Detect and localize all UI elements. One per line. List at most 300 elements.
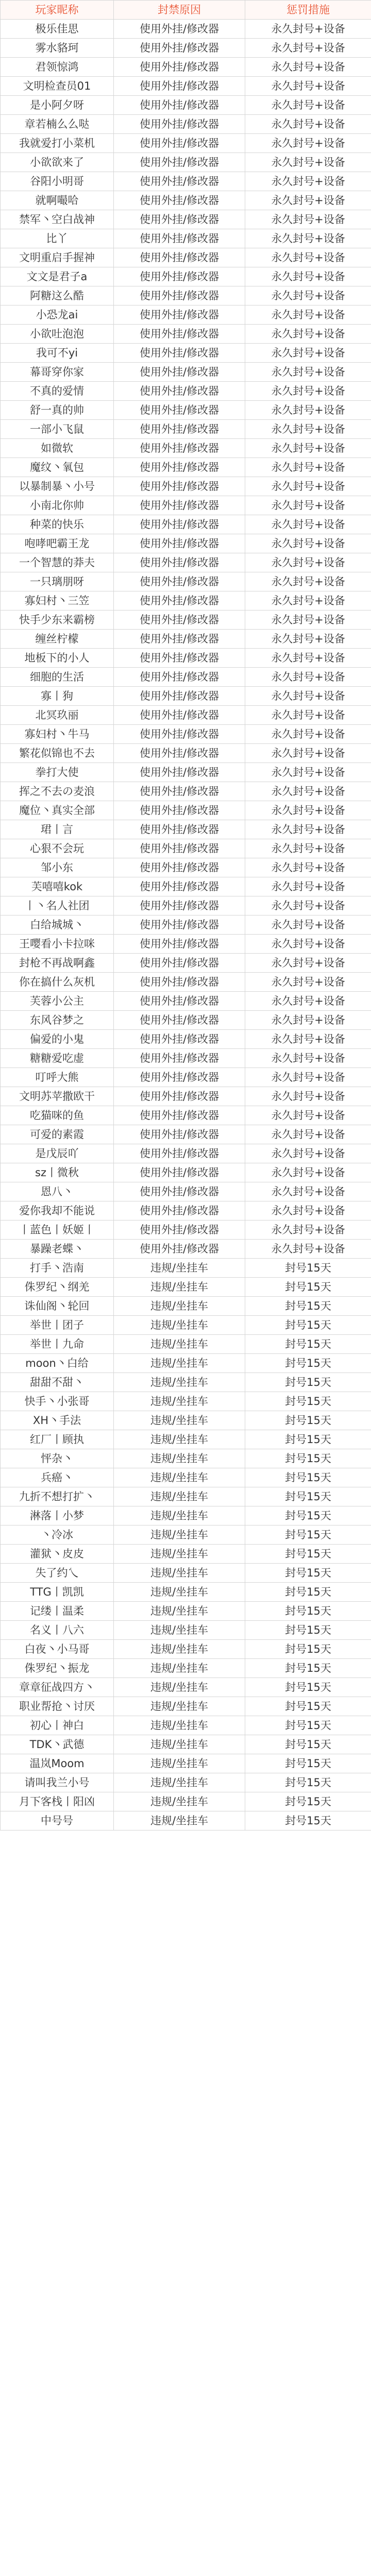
ban-reason-cell: 违规/坐挂车 — [114, 1583, 245, 1602]
ban-reason-cell: 使用外挂/修改器 — [114, 744, 245, 763]
ban-reason-cell: 使用外挂/修改器 — [114, 1011, 245, 1030]
ban-reason-cell: 违规/坐挂车 — [114, 1811, 245, 1831]
player-name-cell: 侏罗纪丶纲羌 — [1, 1278, 114, 1297]
player-name-cell: 文文是君子a — [1, 267, 114, 286]
ban-reason-cell: 使用外挂/修改器 — [114, 248, 245, 267]
table-row — [1, 306, 371, 325]
ban-reason-cell: 使用外挂/修改器 — [114, 496, 245, 515]
player-name-cell: 文明苏苹撒欧干 — [1, 1087, 114, 1106]
table-row — [1, 1811, 371, 1831]
ban-reason-cell: 违规/坐挂车 — [114, 1373, 245, 1392]
table-row — [1, 344, 371, 363]
ban-reason-cell: 使用外挂/修改器 — [114, 58, 245, 77]
player-name-cell: 是戊辰吖 — [1, 1144, 114, 1163]
player-name-cell: 谷阳小明哥 — [1, 172, 114, 191]
player-name-cell: 温岚Moom — [1, 1754, 114, 1773]
penalty-cell: 永久封号+设备 — [245, 420, 371, 439]
player-name-cell: 魔位丶真实全部 — [1, 801, 114, 820]
ban-reason-cell: 使用外挂/修改器 — [114, 477, 245, 496]
ban-reason-cell: 使用外挂/修改器 — [114, 630, 245, 649]
ban-reason-cell: 使用外挂/修改器 — [114, 706, 245, 725]
ban-reason-cell: 使用外挂/修改器 — [114, 782, 245, 801]
ban-reason-cell: 使用外挂/修改器 — [114, 1144, 245, 1163]
table-row — [1, 896, 371, 916]
penalty-cell: 封号15天 — [245, 1487, 371, 1506]
ban-reason-cell: 使用外挂/修改器 — [114, 191, 245, 210]
ban-reason-cell: 使用外挂/修改器 — [114, 1068, 245, 1087]
player-name-cell: 请叫我兰小号 — [1, 1773, 114, 1792]
player-name-cell: 小恐龙ai — [1, 306, 114, 325]
ban-reason-cell: 违规/坐挂车 — [114, 1526, 245, 1545]
penalty-cell: 封号15天 — [245, 1754, 371, 1773]
ban-reason-cell: 违规/坐挂车 — [114, 1621, 245, 1640]
penalty-cell: 永久封号+设备 — [245, 477, 371, 496]
player-name-cell: 君领惊鸿 — [1, 58, 114, 77]
table-row — [1, 782, 371, 801]
player-name-cell: 一只璃朋呀 — [1, 572, 114, 591]
table-row — [1, 1201, 371, 1221]
penalty-cell: 永久封号+设备 — [245, 725, 371, 744]
penalty-cell: 永久封号+设备 — [245, 1221, 371, 1240]
ban-reason-cell: 使用外挂/修改器 — [114, 801, 245, 820]
ban-reason-cell: 使用外挂/修改器 — [114, 39, 245, 58]
table-row — [1, 325, 371, 344]
penalty-cell: 封号15天 — [245, 1640, 371, 1659]
table-row — [1, 1392, 371, 1411]
table-row — [1, 1182, 371, 1201]
penalty-cell: 永久封号+设备 — [245, 1049, 371, 1068]
ban-reason-cell: 使用外挂/修改器 — [114, 439, 245, 458]
table-row — [1, 1735, 371, 1754]
player-name-cell: TTG丨凯凯 — [1, 1583, 114, 1602]
penalty-cell: 永久封号+设备 — [245, 20, 371, 39]
penalty-cell: 永久封号+设备 — [245, 248, 371, 267]
player-name-cell: 幕哥穿你家 — [1, 363, 114, 382]
table-row — [1, 1106, 371, 1125]
table-row — [1, 1430, 371, 1449]
penalty-cell: 永久封号+设备 — [245, 210, 371, 229]
player-name-cell: 细胞的生活 — [1, 668, 114, 687]
table-row — [1, 858, 371, 877]
penalty-cell: 永久封号+设备 — [245, 134, 371, 153]
ban-reason-cell: 违规/坐挂车 — [114, 1354, 245, 1373]
player-name-cell: 魔纹丶氧包 — [1, 458, 114, 477]
ban-reason-cell: 使用外挂/修改器 — [114, 344, 245, 363]
ban-reason-cell: 使用外挂/修改器 — [114, 896, 245, 916]
table-row — [1, 706, 371, 725]
penalty-cell: 永久封号+设备 — [245, 992, 371, 1011]
table-row — [1, 172, 371, 191]
table-row — [1, 1487, 371, 1506]
penalty-cell: 封号15天 — [245, 1373, 371, 1392]
player-name-cell: 是小阿夕呀 — [1, 96, 114, 115]
player-name-cell: 小南北你帅 — [1, 496, 114, 515]
player-name-cell: 一部小飞鼠 — [1, 420, 114, 439]
penalty-cell: 封号15天 — [245, 1545, 371, 1564]
ban-reason-cell: 违规/坐挂车 — [114, 1640, 245, 1659]
penalty-cell: 永久封号+设备 — [245, 954, 371, 973]
player-name-cell: 爱你我却不能说 — [1, 1201, 114, 1221]
ban-reason-cell: 使用外挂/修改器 — [114, 1240, 245, 1259]
player-name-cell: 快手丶小张哥 — [1, 1392, 114, 1411]
penalty-cell: 永久封号+设备 — [245, 935, 371, 954]
penalty-cell: 永久封号+设备 — [245, 649, 371, 668]
table-row — [1, 1335, 371, 1354]
ban-reason-cell: 违规/坐挂车 — [114, 1792, 245, 1811]
table-row — [1, 477, 371, 496]
table-row — [1, 1678, 371, 1697]
player-name-cell: sz丨微秋 — [1, 1163, 114, 1182]
table-row — [1, 1240, 371, 1259]
player-name-cell: 就啊嘬哈 — [1, 191, 114, 210]
ban-reason-cell: 使用外挂/修改器 — [114, 134, 245, 153]
ban-reason-cell: 使用外挂/修改器 — [114, 1049, 245, 1068]
player-name-cell: 举世丨团子 — [1, 1316, 114, 1335]
penalty-cell: 永久封号+设备 — [245, 286, 371, 306]
ban-reason-cell: 违规/坐挂车 — [114, 1487, 245, 1506]
ban-reason-cell: 使用外挂/修改器 — [114, 1125, 245, 1144]
penalty-cell: 永久封号+设备 — [245, 630, 371, 649]
table-row — [1, 1259, 371, 1278]
table-row — [1, 363, 371, 382]
penalty-cell: 永久封号+设备 — [245, 1030, 371, 1049]
table-row — [1, 1144, 371, 1163]
penalty-cell: 封号15天 — [245, 1697, 371, 1716]
penalty-cell: 永久封号+设备 — [245, 439, 371, 458]
penalty-cell: 永久封号+设备 — [245, 191, 371, 210]
ban-reason-cell: 使用外挂/修改器 — [114, 877, 245, 896]
player-name-cell: 我就爱打小菜机 — [1, 134, 114, 153]
penalty-cell: 永久封号+设备 — [245, 687, 371, 706]
penalty-cell: 永久封号+设备 — [245, 382, 371, 401]
player-name-cell: 拳打大使 — [1, 763, 114, 782]
player-name-cell: 如微软 — [1, 439, 114, 458]
player-name-cell: 快手少东来霸榜 — [1, 611, 114, 630]
table-row — [1, 229, 371, 248]
table-row — [1, 877, 371, 896]
penalty-cell: 永久封号+设备 — [245, 515, 371, 534]
player-name-cell: 甜甜不甜丶 — [1, 1373, 114, 1392]
penalty-cell: 封号15天 — [245, 1297, 371, 1316]
ban-reason-cell: 违规/坐挂车 — [114, 1449, 245, 1468]
table-row — [1, 1583, 371, 1602]
ban-reason-cell: 使用外挂/修改器 — [114, 229, 245, 248]
player-name-cell: 咆哮吧霸王龙 — [1, 534, 114, 553]
player-name-cell: 章章征战四方丶 — [1, 1678, 114, 1697]
ban-reason-cell: 违规/坐挂车 — [114, 1773, 245, 1792]
ban-reason-cell: 使用外挂/修改器 — [114, 1106, 245, 1125]
ban-reason-cell: 使用外挂/修改器 — [114, 916, 245, 935]
player-name-cell: 可爱的素霞 — [1, 1125, 114, 1144]
table-row — [1, 77, 371, 96]
player-name-cell: 月下客栈丨阳凶 — [1, 1792, 114, 1811]
header-player-name: 玩家昵称 — [1, 1, 114, 20]
player-name-cell: 丶冷冰 — [1, 1526, 114, 1545]
table-row — [1, 916, 371, 935]
penalty-cell: 永久封号+设备 — [245, 572, 371, 591]
player-name-cell: 雾水貉珂 — [1, 39, 114, 58]
table-row — [1, 1545, 371, 1564]
table-row — [1, 553, 371, 572]
penalty-cell: 永久封号+设备 — [245, 591, 371, 611]
penalty-cell: 永久封号+设备 — [245, 58, 371, 77]
table-row — [1, 1621, 371, 1640]
ban-reason-cell: 使用外挂/修改器 — [114, 420, 245, 439]
table-row — [1, 1754, 371, 1773]
player-name-cell: 王嘤看小卡拉咪 — [1, 935, 114, 954]
penalty-cell: 封号15天 — [245, 1564, 371, 1583]
table-row — [1, 534, 371, 553]
table-row — [1, 1049, 371, 1068]
penalty-cell: 永久封号+设备 — [245, 534, 371, 553]
player-name-cell: 寡妇村丶牛马 — [1, 725, 114, 744]
table-row — [1, 248, 371, 267]
ban-reason-cell: 使用外挂/修改器 — [114, 858, 245, 877]
player-name-cell: 中号号 — [1, 1811, 114, 1831]
header-penalty: 惩罚措施 — [245, 1, 371, 20]
player-name-cell: 地板下的小人 — [1, 649, 114, 668]
penalty-cell: 永久封号+设备 — [245, 973, 371, 992]
table-body — [1, 20, 371, 1831]
player-name-cell: 东风谷梦之 — [1, 1011, 114, 1030]
table-row — [1, 1773, 371, 1792]
player-name-cell: 偏爱的小鬼 — [1, 1030, 114, 1049]
table-row — [1, 744, 371, 763]
ban-reason-cell: 使用外挂/修改器 — [114, 935, 245, 954]
table-row — [1, 96, 371, 115]
penalty-cell: 永久封号+设备 — [245, 458, 371, 477]
ban-reason-cell: 违规/坐挂车 — [114, 1602, 245, 1621]
ban-reason-cell: 使用外挂/修改器 — [114, 763, 245, 782]
player-name-cell: 舒一真的帅 — [1, 401, 114, 420]
penalty-cell: 封号15天 — [245, 1773, 371, 1792]
penalty-cell: 永久封号+设备 — [245, 306, 371, 325]
player-name-cell: 淋落丨小梦 — [1, 1506, 114, 1526]
player-name-cell: TDK丶武德 — [1, 1735, 114, 1754]
table-row — [1, 630, 371, 649]
table-row — [1, 286, 371, 306]
player-name-cell: 灌狱丶皮皮 — [1, 1545, 114, 1564]
table-header — [1, 1, 371, 20]
table-row — [1, 1354, 371, 1373]
player-name-cell: 打手丶浩南 — [1, 1259, 114, 1278]
ban-reason-cell: 使用外挂/修改器 — [114, 382, 245, 401]
penalty-cell: 永久封号+设备 — [245, 39, 371, 58]
table-row — [1, 420, 371, 439]
ban-reason-cell: 使用外挂/修改器 — [114, 286, 245, 306]
penalty-cell: 永久封号+设备 — [245, 820, 371, 839]
ban-reason-cell: 违规/坐挂车 — [114, 1259, 245, 1278]
penalty-cell: 封号15天 — [245, 1411, 371, 1430]
table-row — [1, 725, 371, 744]
player-name-cell: 比丫 — [1, 229, 114, 248]
ban-reason-cell: 使用外挂/修改器 — [114, 1182, 245, 1201]
ban-reason-cell: 违规/坐挂车 — [114, 1754, 245, 1773]
penalty-cell: 封号15天 — [245, 1792, 371, 1811]
ban-reason-cell: 使用外挂/修改器 — [114, 725, 245, 744]
player-name-cell: 繁花似锦也不去 — [1, 744, 114, 763]
penalty-cell: 永久封号+设备 — [245, 763, 371, 782]
player-name-cell: 邹小东 — [1, 858, 114, 877]
penalty-cell: 封号15天 — [245, 1392, 371, 1411]
table-row — [1, 839, 371, 858]
penalty-cell: 永久封号+设备 — [245, 877, 371, 896]
table-row — [1, 954, 371, 973]
ban-reason-cell: 使用外挂/修改器 — [114, 591, 245, 611]
player-name-cell: 恩八丶 — [1, 1182, 114, 1201]
penalty-cell: 封号15天 — [245, 1621, 371, 1640]
ban-reason-cell: 使用外挂/修改器 — [114, 1201, 245, 1221]
table-row — [1, 1030, 371, 1049]
table-row — [1, 973, 371, 992]
ban-reason-cell: 违规/坐挂车 — [114, 1430, 245, 1449]
table-row — [1, 572, 371, 591]
player-name-cell: 我可不yi — [1, 344, 114, 363]
penalty-cell: 永久封号+设备 — [245, 496, 371, 515]
header-ban-reason: 封禁原因 — [114, 1, 245, 20]
penalty-cell: 永久封号+设备 — [245, 839, 371, 858]
penalty-cell: 永久封号+设备 — [245, 801, 371, 820]
penalty-cell: 永久封号+设备 — [245, 1201, 371, 1221]
ban-reason-cell: 违规/坐挂车 — [114, 1392, 245, 1411]
ban-reason-cell: 违规/坐挂车 — [114, 1564, 245, 1583]
header-row — [1, 1, 371, 20]
ban-reason-cell: 使用外挂/修改器 — [114, 1030, 245, 1049]
ban-reason-cell: 使用外挂/修改器 — [114, 401, 245, 420]
table-row — [1, 820, 371, 839]
player-name-cell: 寡丨狗 — [1, 687, 114, 706]
penalty-cell: 封号15天 — [245, 1316, 371, 1335]
penalty-cell: 封号15天 — [245, 1354, 371, 1373]
player-name-cell: XH丶手法 — [1, 1411, 114, 1430]
ban-reason-cell: 使用外挂/修改器 — [114, 649, 245, 668]
table-row — [1, 1716, 371, 1735]
table-row — [1, 668, 371, 687]
table-row — [1, 1602, 371, 1621]
player-name-cell: 一个智慧的莽夫 — [1, 553, 114, 572]
player-name-cell: 红厂丨顾执 — [1, 1430, 114, 1449]
ban-reason-cell: 使用外挂/修改器 — [114, 954, 245, 973]
penalty-cell: 封号15天 — [245, 1259, 371, 1278]
table-row — [1, 687, 371, 706]
player-name-cell: 缠丝柠檬 — [1, 630, 114, 649]
player-name-cell: 章若楠么么哒 — [1, 115, 114, 134]
ban-reason-cell: 使用外挂/修改器 — [114, 210, 245, 229]
penalty-cell: 永久封号+设备 — [245, 611, 371, 630]
penalty-cell: 永久封号+设备 — [245, 1240, 371, 1259]
ban-reason-cell: 使用外挂/修改器 — [114, 96, 245, 115]
penalty-cell: 永久封号+设备 — [245, 401, 371, 420]
ban-reason-cell: 使用外挂/修改器 — [114, 572, 245, 591]
penalty-cell: 封号15天 — [245, 1716, 371, 1735]
penalty-cell: 封号15天 — [245, 1602, 371, 1621]
player-name-cell: 芙嘻嘻kok — [1, 877, 114, 896]
table-row — [1, 1564, 371, 1583]
ban-reason-cell: 违规/坐挂车 — [114, 1297, 245, 1316]
penalty-cell: 封号15天 — [245, 1583, 371, 1602]
player-name-cell: 记缕丨温柔 — [1, 1602, 114, 1621]
penalty-cell: 封号15天 — [245, 1449, 371, 1468]
penalty-cell: 永久封号+设备 — [245, 115, 371, 134]
ban-reason-cell: 违规/坐挂车 — [114, 1716, 245, 1735]
player-name-cell: 文明重启手握神 — [1, 248, 114, 267]
ban-reason-cell: 使用外挂/修改器 — [114, 172, 245, 191]
table-row — [1, 1221, 371, 1240]
ban-reason-cell: 使用外挂/修改器 — [114, 20, 245, 39]
penalty-cell: 永久封号+设备 — [245, 344, 371, 363]
penalty-cell: 永久封号+设备 — [245, 77, 371, 96]
penalty-cell: 永久封号+设备 — [245, 1068, 371, 1087]
ban-reason-cell: 违规/坐挂车 — [114, 1659, 245, 1678]
table-row — [1, 439, 371, 458]
penalty-cell: 永久封号+设备 — [245, 363, 371, 382]
table-row — [1, 763, 371, 782]
table-row — [1, 1011, 371, 1030]
player-name-cell: 芙蓉小公主 — [1, 992, 114, 1011]
table-row — [1, 1792, 371, 1811]
table-row — [1, 39, 371, 58]
table-row — [1, 591, 371, 611]
ban-reason-cell: 违规/坐挂车 — [114, 1735, 245, 1754]
player-name-cell: 白夜丶小马哥 — [1, 1640, 114, 1659]
player-name-cell: 禁军丶空白战神 — [1, 210, 114, 229]
penalty-cell: 永久封号+设备 — [245, 668, 371, 687]
ban-reason-cell: 使用外挂/修改器 — [114, 267, 245, 286]
player-name-cell: 阿糖这么酷 — [1, 286, 114, 306]
penalty-cell: 封号15天 — [245, 1335, 371, 1354]
table-row — [1, 58, 371, 77]
penalty-cell: 永久封号+设备 — [245, 1182, 371, 1201]
penalty-cell: 永久封号+设备 — [245, 782, 371, 801]
ban-reason-cell: 使用外挂/修改器 — [114, 325, 245, 344]
ban-reason-cell: 使用外挂/修改器 — [114, 153, 245, 172]
penalty-cell: 封号15天 — [245, 1526, 371, 1545]
ban-reason-cell: 违规/坐挂车 — [114, 1468, 245, 1487]
ban-reason-cell: 使用外挂/修改器 — [114, 1221, 245, 1240]
penalty-cell: 永久封号+设备 — [245, 267, 371, 286]
penalty-cell: 永久封号+设备 — [245, 172, 371, 191]
player-name-cell: 糖糖爱吃虚 — [1, 1049, 114, 1068]
ban-reason-cell: 违规/坐挂车 — [114, 1545, 245, 1564]
table-row — [1, 611, 371, 630]
ban-reason-cell: 违规/坐挂车 — [114, 1411, 245, 1430]
ban-reason-cell: 使用外挂/修改器 — [114, 458, 245, 477]
table-row — [1, 1468, 371, 1487]
table-row — [1, 1640, 371, 1659]
table-row — [1, 935, 371, 954]
penalty-cell: 封号15天 — [245, 1278, 371, 1297]
table-row — [1, 801, 371, 820]
penalty-cell: 永久封号+设备 — [245, 1144, 371, 1163]
table-row — [1, 382, 371, 401]
player-name-cell: 初心丨神白 — [1, 1716, 114, 1735]
penalty-cell: 永久封号+设备 — [245, 858, 371, 877]
ban-reason-cell: 违规/坐挂车 — [114, 1678, 245, 1697]
ban-reason-cell: 使用外挂/修改器 — [114, 1163, 245, 1182]
table-row — [1, 1087, 371, 1106]
ban-reason-cell: 使用外挂/修改器 — [114, 515, 245, 534]
table-row — [1, 115, 371, 134]
table-row — [1, 1506, 371, 1526]
player-name-cell: 兵癌丶 — [1, 1468, 114, 1487]
table-row — [1, 134, 371, 153]
player-name-cell: 极乐佳思 — [1, 20, 114, 39]
player-name-cell: 九折不想打扩丶 — [1, 1487, 114, 1506]
table-row — [1, 210, 371, 229]
penalty-cell: 永久封号+设备 — [245, 553, 371, 572]
player-name-cell: 名义丨八六 — [1, 1621, 114, 1640]
ban-reason-cell: 违规/坐挂车 — [114, 1278, 245, 1297]
